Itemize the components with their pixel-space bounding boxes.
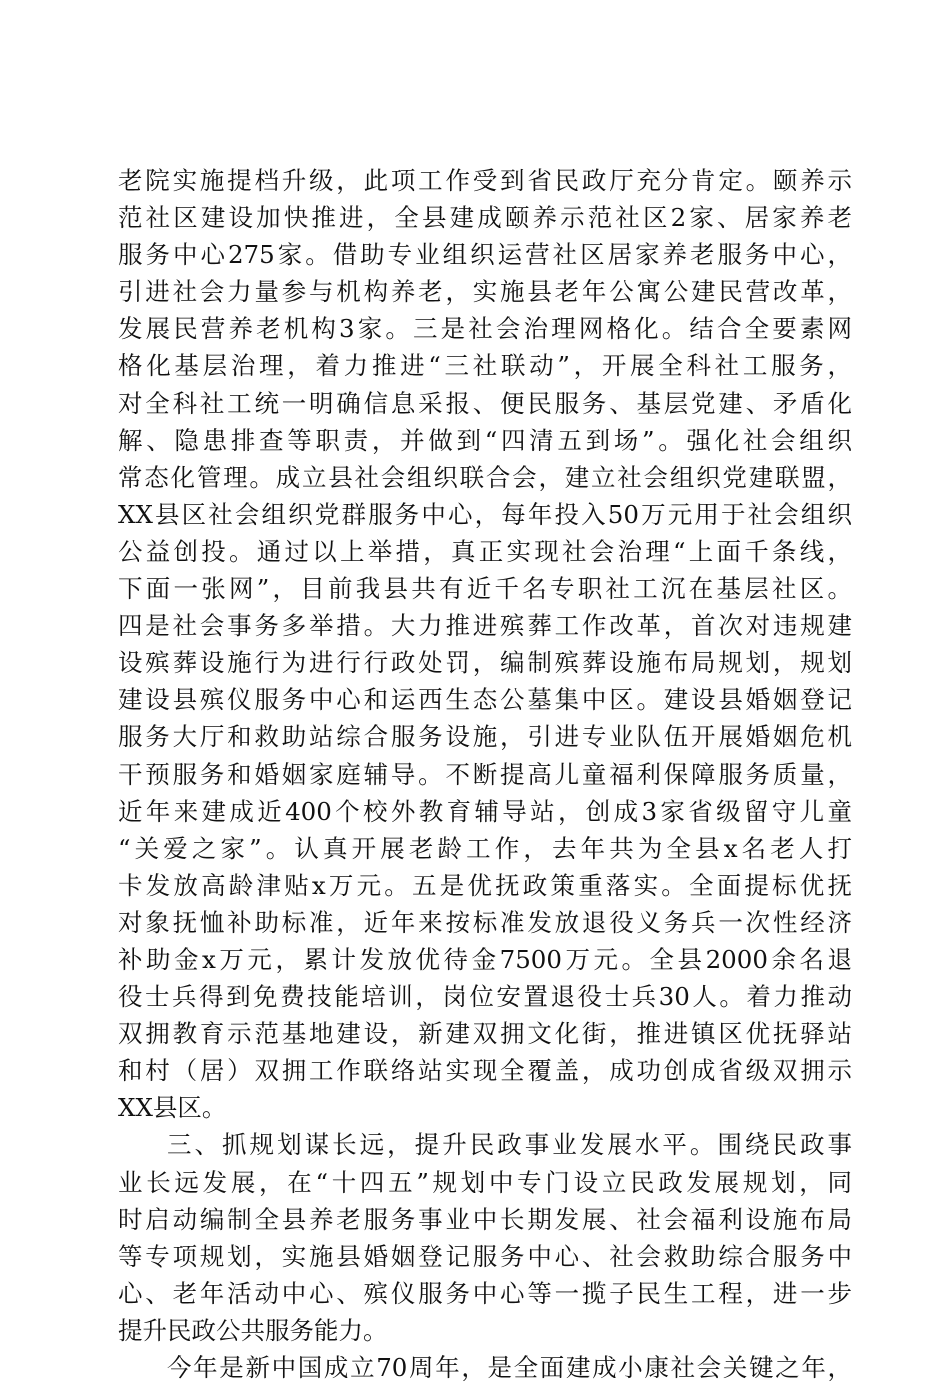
text-line: 范社区建设加快推进，全县建成颐养示范社区2家、居家养老 [118, 203, 852, 233]
text-line: 解、隐患排查等职责，并做到“四清五到场”。强化社会组织 [118, 425, 852, 455]
text-line: 近年来建成近400个校外教育辅导站，创成3家省级留守儿童 [118, 796, 852, 826]
text-line: 设殡葬设施行为进行行政处罚，编制殡葬设施布局规划，规划 [118, 648, 852, 678]
text-line: XX县区。 [118, 1093, 227, 1123]
text-line: 下面一张网”，目前我县共有近千名专职社工沉在基层社区。 [118, 574, 852, 604]
text-line: 时启动编制全县养老服务事业中长期发展、社会福利设施布局 [118, 1204, 852, 1234]
text-line: 役士兵得到免费技能培训，岗位安置退役士兵30人。着力推动 [118, 982, 852, 1012]
text-line: 业长远发展，在“十四五”规划中专门设立民政发展规划，同 [118, 1167, 852, 1197]
text-line: 老院实施提档升级，此项工作受到省民政厅充分肯定。颐养示 [118, 166, 852, 195]
text-line: 三、抓规划谋长远，提升民政事业发展水平。围绕民政事 [167, 1130, 852, 1160]
text-line: 心、老年活动中心、殡仪服务中心等一揽子民生工程，进一步 [118, 1278, 852, 1308]
text-line: 干预服务和婚姻家庭辅导。不断提高儿童福利保障服务质量， [118, 759, 852, 789]
text-line: 提升民政公共服务能力。 [118, 1315, 388, 1345]
text-line: 发展民营养老机构3家。三是社会治理网格化。结合全要素网 [118, 314, 852, 344]
text-line: 格化基层治理，着力推进“三社联动”，开展全科社工服务， [118, 351, 852, 381]
text-line: 对全科社工统一明确信息采报、便民服务、基层党建、矛盾化 [118, 388, 852, 418]
text-line: 补助金x万元，累计发放优待金7500万元。全县2000余名退 [118, 944, 852, 974]
text-line: 对象抚恤补助标准，近年来按标准发放退役义务兵一次性经济 [118, 907, 852, 937]
text-line: 等专项规划，实施县婚姻登记服务中心、社会救助综合服务中 [118, 1241, 852, 1271]
text-line: “关爱之家”。认真开展老龄工作，去年共为全县x名老人打 [118, 833, 852, 863]
text-line: 服务大厅和救助站综合服务设施，引进专业队伍开展婚姻危机 [118, 722, 852, 752]
text-line: 建设县殡仪服务中心和运西生态公墓集中区。建设县婚姻登记 [118, 685, 852, 715]
text-line: 引进社会力量参与机构养老，实施县老年公寓公建民营改革， [118, 277, 852, 307]
text-line: 常态化管理。成立县社会组织联合会，建立社会组织党建联盟， [118, 462, 852, 492]
text-line: XX县区社会组织党群服务中心，每年投入50万元用于社会组织 [118, 499, 852, 529]
text-line: 四是社会事务多举措。大力推进殡葬工作改革，首次对违规建 [118, 611, 852, 641]
text-line: 今年是新中国成立70周年，是全面建成小康社会关键之年， [167, 1353, 852, 1382]
text-line: 双拥教育示范基地建设，新建双拥文化街，推进镇区优抚驿站 [118, 1019, 852, 1049]
text-line: 和村（居）双拥工作联络站实现全覆盖，成功创成省级双拥示 [118, 1056, 852, 1086]
body-text [118, 162, 852, 1386]
text-line: 公益创投。通过以上举措，真正实现社会治理“上面千条线， [118, 536, 852, 566]
text-line: 卡发放高龄津贴x万元。五是优抚政策重落实。全面提标优抚 [118, 870, 852, 900]
text-line: 服务中心275家。借助专业组织运营社区居家养老服务中心， [118, 240, 852, 270]
